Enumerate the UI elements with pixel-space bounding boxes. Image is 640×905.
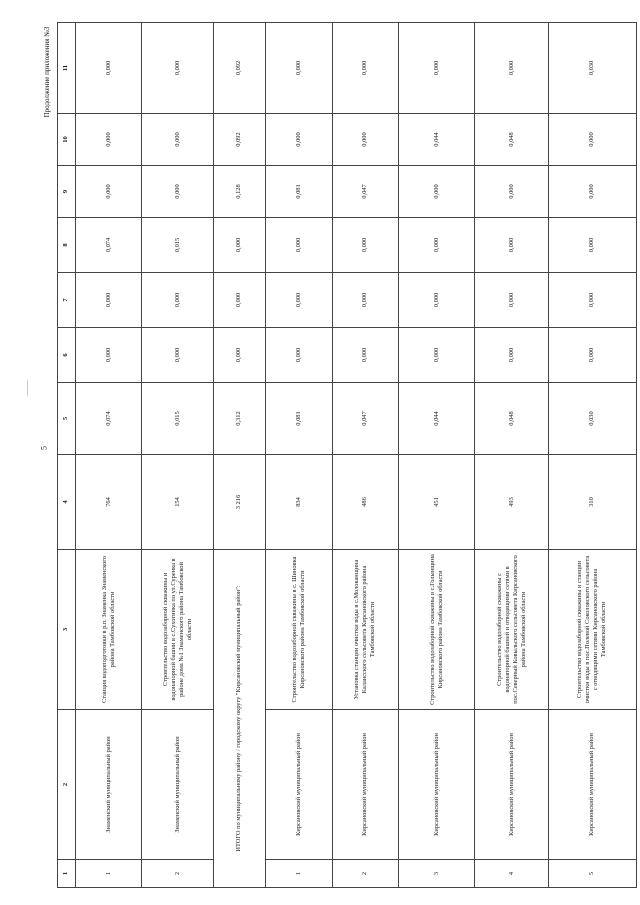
appendix-caption: Продолжение приложения №3 [43, 26, 51, 118]
value-cell: 451 [399, 455, 475, 550]
data-table [57, 22, 637, 888]
object-cell: Строительство водозаборной скважины с водонапорной башней и отводящими сетями в пос.Северный Ковыльского сельсовета Кирсановского района Тамбовской области [475, 550, 549, 710]
value-cell: 0,000 [548, 273, 636, 328]
value-cell: 0,000 [75, 23, 142, 114]
value-cell: 0,000 [332, 114, 399, 166]
value-cell: 0,092 [213, 23, 265, 114]
value-cell: 0,000 [399, 166, 475, 218]
value-cell: 0,074 [75, 383, 142, 455]
value-cell: 0,000 [142, 23, 213, 114]
value-cell: 0,000 [332, 218, 399, 273]
scan-mark [27, 380, 28, 396]
header-cell: 11 [58, 23, 76, 114]
value-cell: 0,000 [142, 166, 213, 218]
value-cell: 0,000 [332, 328, 399, 383]
value-cell: 0,047 [332, 166, 399, 218]
table-row [142, 23, 213, 888]
value-cell: 0,000 [142, 328, 213, 383]
value-cell: 0,030 [548, 383, 636, 455]
value-cell: 0,000 [475, 166, 549, 218]
object-cell: Строительство водозаборной скважины в с. Шиновка Кирсановского района Тамбовской области [266, 550, 333, 710]
value-cell: 0,000 [142, 273, 213, 328]
table-row [548, 23, 636, 888]
value-cell: 0,048 [475, 383, 549, 455]
value-cell: 0,000 [75, 166, 142, 218]
value-cell: 0,074 [75, 218, 142, 273]
table-row [399, 23, 475, 888]
object-cell: Станция водоподготовки в р.п. Знаменка Знаменского района Тамбовской области [75, 550, 142, 710]
object-cell: Строительство водозаборной скважины в с.Голынщина Кирсановского района Тамбовской области [399, 550, 475, 710]
value-cell: 0,000 [548, 328, 636, 383]
header-cell: 3 [58, 550, 76, 710]
value-cell: 0,000 [266, 218, 333, 273]
header-cell: 6 [58, 328, 76, 383]
total-label: ИТОГО по муниципальному району / городскому округу "Кирсановский муниципальный район": [213, 550, 265, 888]
object-cell: Строительство водозаборной скважины и станции очистки воды в пос.Полевой Соколовского сельсовета с отводящими сетями Кирсановского района Тамбовской области [548, 550, 636, 710]
value-cell: 0,030 [548, 23, 636, 114]
header-cell: 10 [58, 114, 76, 166]
value-cell: 0,000 [399, 218, 475, 273]
row-number: 2 [332, 860, 399, 888]
value-cell: 0,128 [213, 166, 265, 218]
value-cell: 0,000 [266, 23, 333, 114]
value-cell: 493 [475, 455, 549, 550]
header-cell: 8 [58, 218, 76, 273]
value-cell: 0,000 [475, 273, 549, 328]
value-cell: 0,000 [399, 23, 475, 114]
value-cell: 310 [548, 455, 636, 550]
value-cell: 154 [142, 455, 213, 550]
value-cell: 0,015 [142, 383, 213, 455]
row-number: 2 [142, 860, 213, 888]
rotated-table-wrapper [57, 23, 637, 888]
table-row [75, 23, 142, 888]
district-cell: Знаменский муниципальный район [75, 710, 142, 860]
value-cell: 0,047 [332, 383, 399, 455]
value-cell: 0,044 [399, 383, 475, 455]
value-cell: 0,000 [548, 218, 636, 273]
row-number: 5 [548, 860, 636, 888]
value-cell: 0,000 [213, 218, 265, 273]
value-cell: 0,000 [266, 114, 333, 166]
table-row [332, 23, 399, 888]
district-cell: Кирсановский муниципальный район [475, 710, 549, 860]
header-cell: 9 [58, 166, 76, 218]
value-cell: 0,015 [142, 218, 213, 273]
district-cell: Кирсановский муниципальный район [332, 710, 399, 860]
value-cell: 0,000 [142, 114, 213, 166]
value-cell: 0,081 [266, 383, 333, 455]
object-cell: Строительство водозаборной скважины и водонапорной башни в с.Сухотинка по ул.Суренка в районе дома №1 Знаменского района Тамбовской области [142, 550, 213, 710]
value-cell: 834 [266, 455, 333, 550]
value-cell: 486 [332, 455, 399, 550]
page-number: 5 [39, 446, 49, 450]
district-cell: Кирсановский муниципальный район [399, 710, 475, 860]
value-cell: 0,048 [475, 114, 549, 166]
value-cell: 0,000 [475, 328, 549, 383]
value-cell: 0,044 [399, 114, 475, 166]
value-cell: 764 [75, 455, 142, 550]
row-number: 1 [266, 860, 333, 888]
value-cell: 0,000 [475, 218, 549, 273]
header-cell: 4 [58, 455, 76, 550]
value-cell: 0,000 [266, 273, 333, 328]
value-cell: 0,000 [213, 273, 265, 328]
district-cell: Кирсановский муниципальный район [548, 710, 636, 860]
value-cell: 0,000 [399, 273, 475, 328]
value-cell: 3 216 [213, 455, 265, 550]
value-cell: 0,000 [548, 114, 636, 166]
value-cell: 0,000 [475, 23, 549, 114]
district-cell: Кирсановский муниципальный район [266, 710, 333, 860]
value-cell: 0,000 [75, 114, 142, 166]
row-number: 1 [75, 860, 142, 888]
value-cell: 0,000 [75, 273, 142, 328]
object-cell: Установка станции очистки воды в с.Молоканщина Калаисского сельсовета Кирсановского района Тамбовской области [332, 550, 399, 710]
value-cell: 0,000 [266, 328, 333, 383]
header-row [58, 23, 76, 888]
header-cell: 7 [58, 273, 76, 328]
value-cell: 0,000 [75, 328, 142, 383]
total-row [213, 23, 265, 888]
table-row [475, 23, 549, 888]
header-cell: 5 [58, 383, 76, 455]
district-cell: Знаменский муниципальный район [142, 710, 213, 860]
value-cell: 0,312 [213, 383, 265, 455]
table-row [266, 23, 333, 888]
value-cell: 0,000 [332, 23, 399, 114]
value-cell: 0,000 [332, 273, 399, 328]
row-number: 4 [475, 860, 549, 888]
row-number: 3 [399, 860, 475, 888]
value-cell: 0,000 [548, 166, 636, 218]
value-cell: 0,000 [399, 328, 475, 383]
header-cell: 1 [58, 860, 76, 888]
value-cell: 0,000 [213, 328, 265, 383]
value-cell: 0,081 [266, 166, 333, 218]
value-cell: 0,092 [213, 114, 265, 166]
header-cell: 2 [58, 710, 76, 860]
